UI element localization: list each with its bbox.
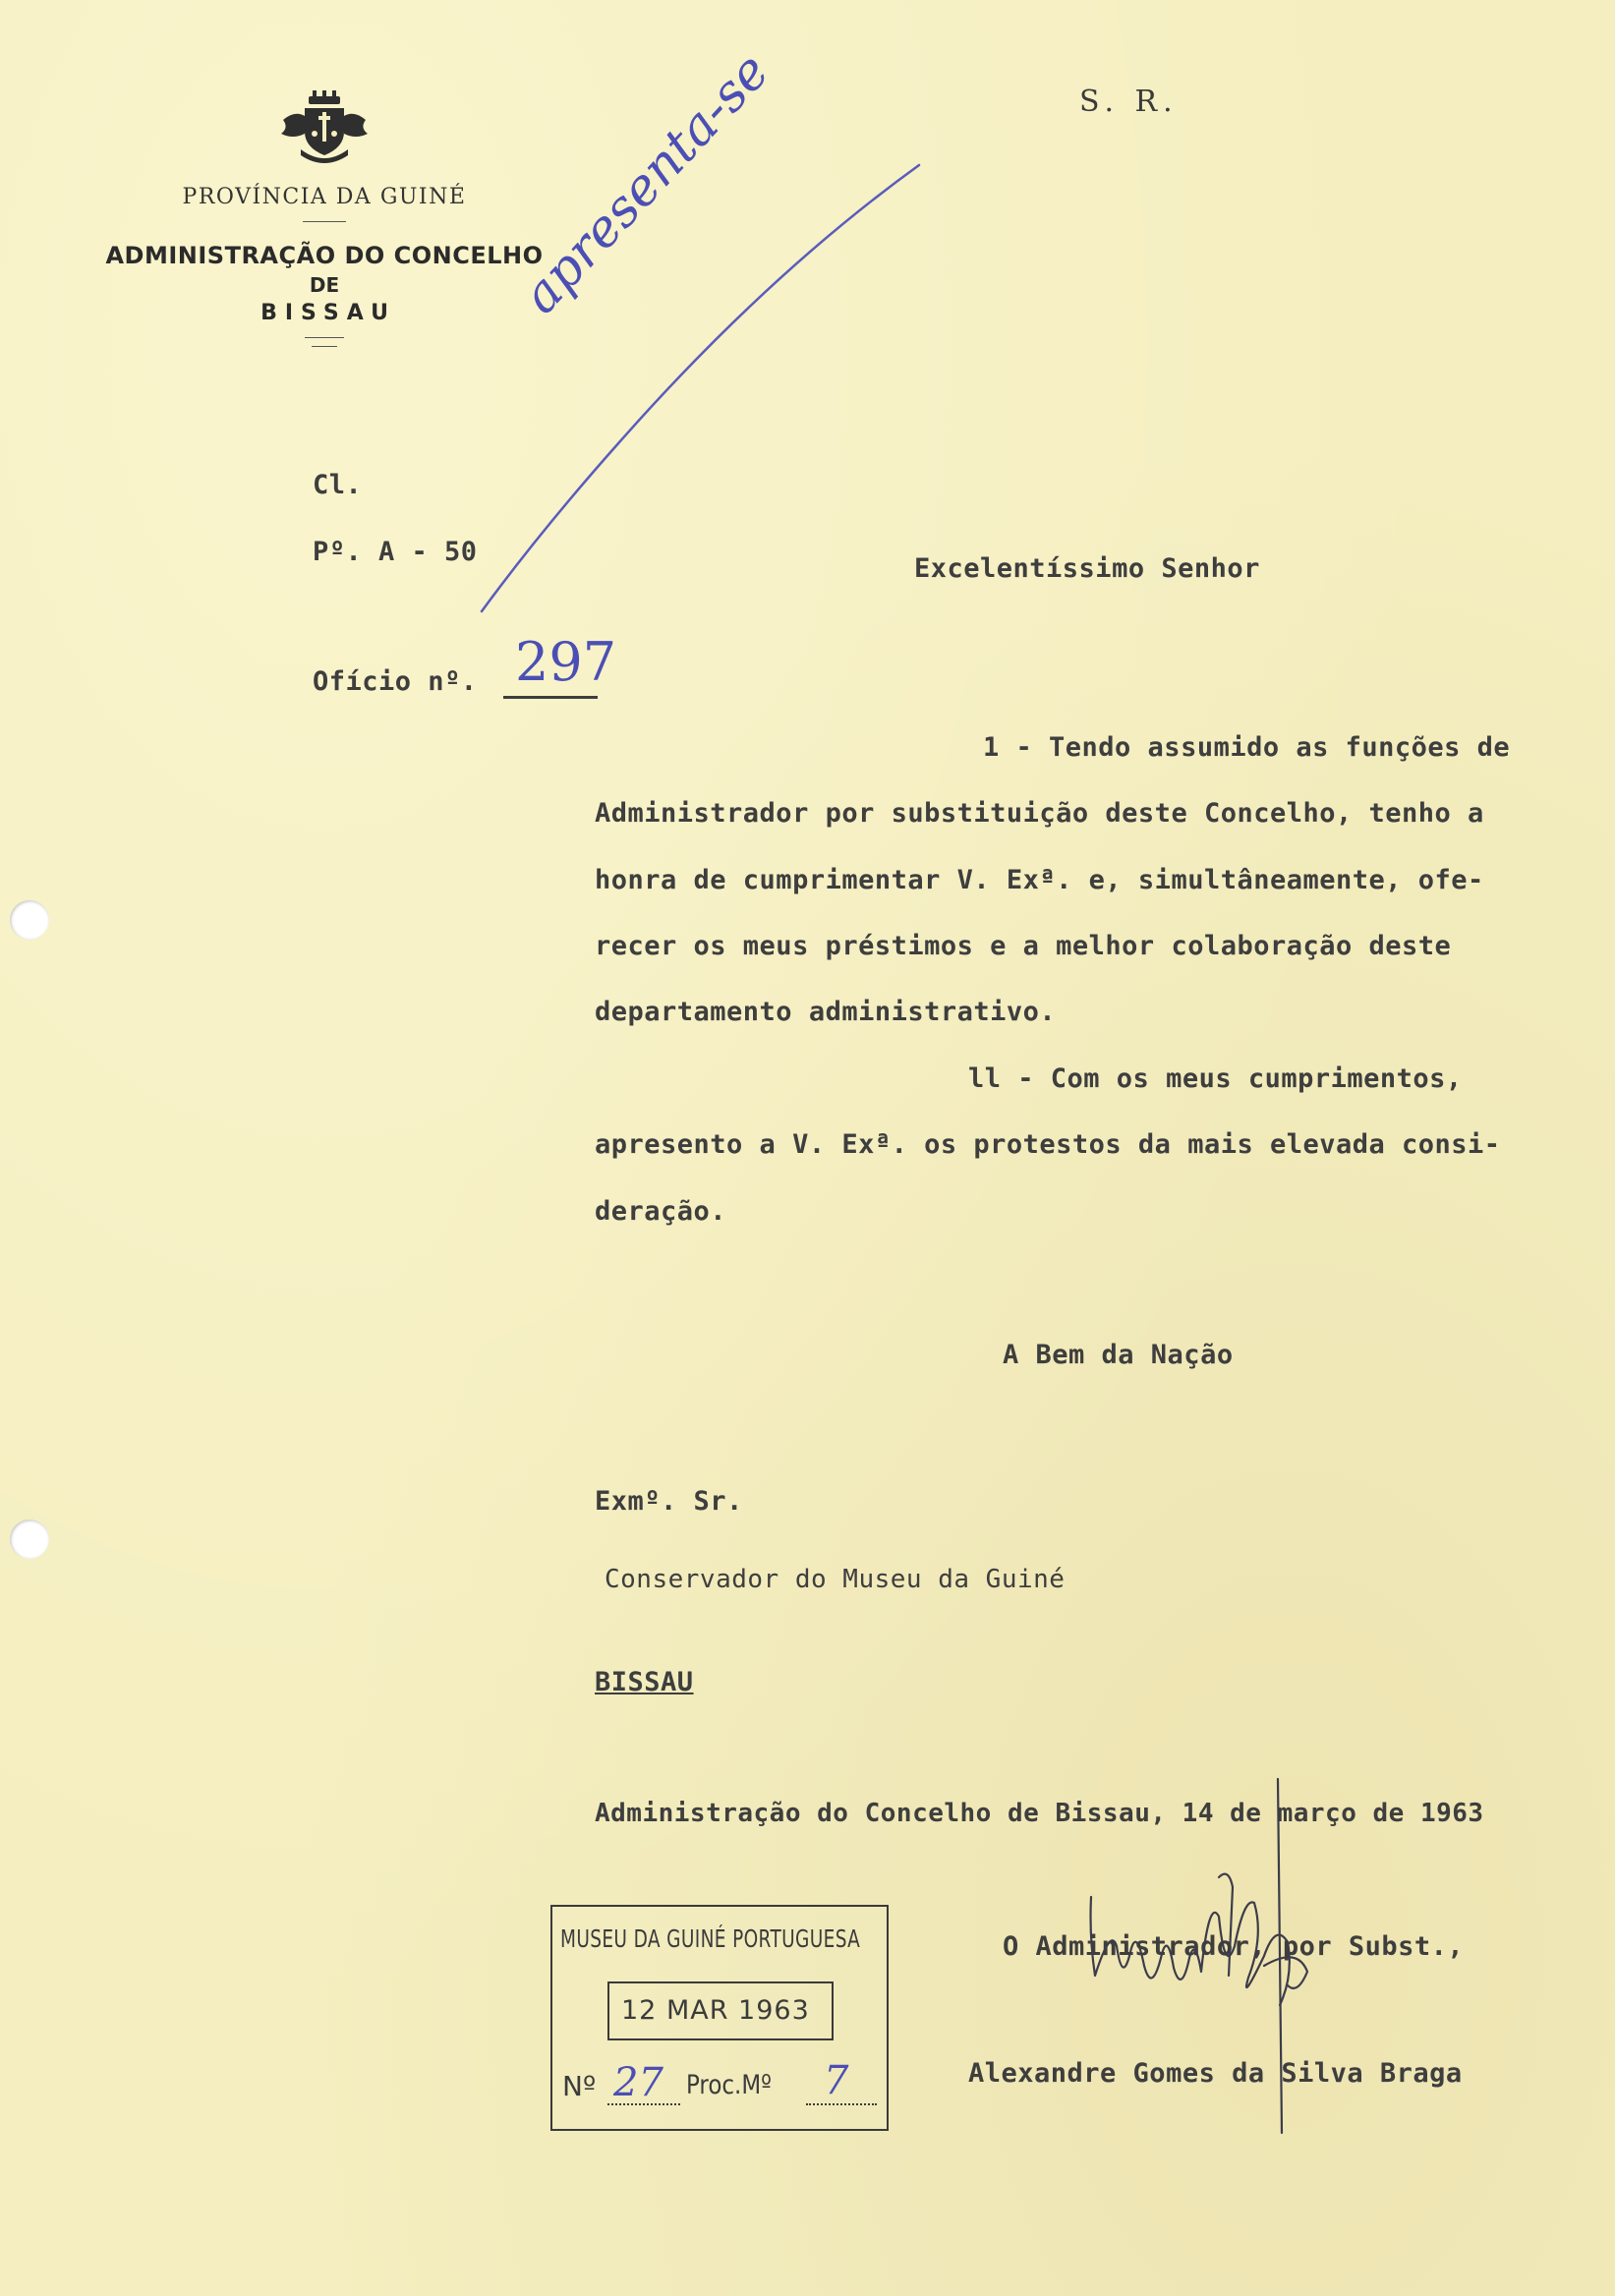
classification-mark: S. R. <box>1079 85 1179 119</box>
museum-reception-stamp <box>550 1905 889 2131</box>
closing-formula: A Bem da Nação <box>1003 1340 1234 1370</box>
body-line-5: departamento administrativo. <box>595 997 1057 1027</box>
signatory-role: O Administrador, por Subst., <box>1003 1931 1465 1962</box>
process-ref: Pº. A - 50 <box>313 537 478 567</box>
admin-title-line1: ADMINISTRAÇÃO DO CONCELHO <box>105 242 544 269</box>
addressee-name: Conservador do Museu da Guiné <box>605 1565 1066 1594</box>
stamp-proc-label: Proc.Mº <box>686 2070 772 2100</box>
stamp-header: MUSEU DA GUINÉ PORTUGUESA <box>560 1924 861 1953</box>
body-line-4: recer os meus préstimos e a melhor colaboração deste <box>595 931 1452 961</box>
body-line-3: honra de cumprimentar V. Exª. e, simultâneamente, ofe- <box>595 865 1484 895</box>
admin-title-line3: BISSAU <box>260 301 396 325</box>
letterhead-divider-short <box>312 346 337 347</box>
body-line-2: Administrador por substituição deste Concelho, tenho a <box>595 798 1484 829</box>
addressee-city: BISSAU <box>595 1667 694 1697</box>
letterhead-divider <box>303 221 346 222</box>
oficio-label: Ofício nº. <box>313 666 478 697</box>
salutation: Excelentíssimo Senhor <box>914 553 1260 584</box>
stamp-date-box <box>607 1981 834 2040</box>
oficio-number: 297 <box>515 631 617 693</box>
body-line-6: ll - Com os meus cumprimentos, <box>968 1063 1463 1094</box>
stamp-proc-dots <box>806 2103 877 2105</box>
body-line-8: deração. <box>595 1196 727 1227</box>
punch-hole-top <box>10 900 49 940</box>
addressee-title: Exmº. Sr. <box>595 1486 743 1517</box>
oficio-number-underline <box>503 696 598 699</box>
classification-ref: Cl. <box>313 470 363 500</box>
handwritten-stroke <box>472 157 924 619</box>
stamp-date: 12 MAR 1963 <box>621 1995 810 2026</box>
letterhead-divider-bottom <box>305 337 344 338</box>
body-line-7: apresento a V. Exª. os protestos da mais elevada consi- <box>595 1129 1501 1160</box>
signatory-name: Alexandre Gomes da Silva Braga <box>968 2058 1463 2089</box>
stamp-number-value: 27 <box>613 2060 663 2105</box>
province-title: PROVÍNCIA DA GUINÉ <box>182 185 467 209</box>
body-line-1: 1 - Tendo assumido as funções de <box>983 732 1511 763</box>
stamp-number-dots <box>607 2103 680 2105</box>
date-line: Administração do Concelho de Bissau, 14 de março de 1963 <box>595 1799 1484 1828</box>
punch-hole-bottom <box>10 1520 49 1559</box>
stamp-proc-value: 7 <box>824 2058 849 2103</box>
stamp-number-label: Nº <box>562 2070 597 2102</box>
admin-title-line2: DE <box>309 273 340 297</box>
handwritten-annotation: apresenta-se <box>511 41 781 325</box>
